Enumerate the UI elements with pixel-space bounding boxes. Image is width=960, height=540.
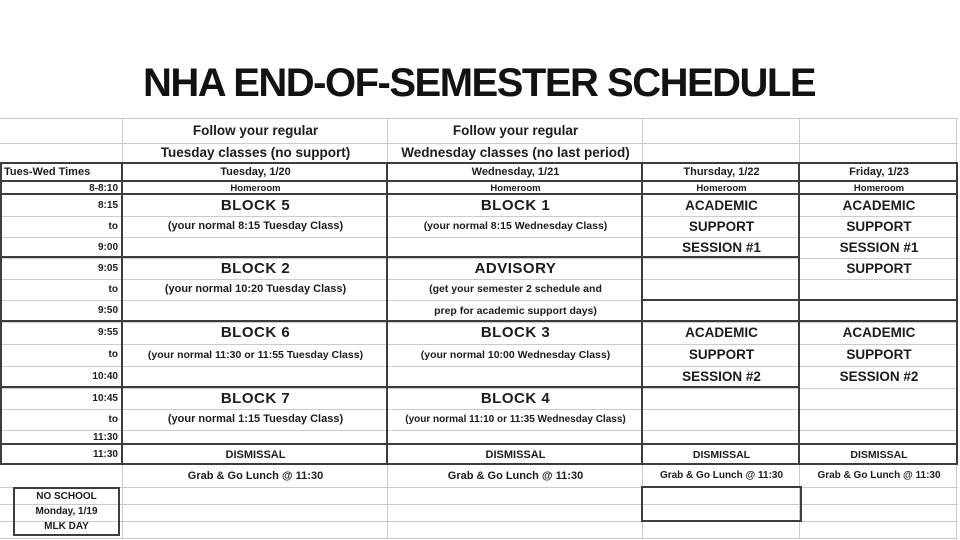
wednesday-day-header: Wednesday, 1/21 [471,166,560,178]
time-block1-end: 9:00 [97,242,118,253]
time-block3-end: 10:40 [92,371,118,382]
no-school-notice [13,487,120,536]
time-block2-to: to [108,284,118,295]
tuesday-block2-title: BLOCK 2 [220,260,291,277]
thursday-session1-line1: ACADEMIC [685,198,758,213]
tuesday-block4-desc: (your normal 1:15 Tuesday Class) [167,413,344,425]
time-block4-to: to [108,414,118,425]
time-dismissal: 11:30 [92,449,118,460]
friday-lunch: Grab & Go Lunch @ 11:30 [817,470,941,481]
wednesday-block3-desc: (your normal 10:00 Wednesday Class) [420,349,611,361]
friday-homeroom: Homeroom [853,183,905,194]
time-block1-to: to [108,221,118,232]
friday-dismissal: DISMISSAL [850,449,908,461]
wednesday-block2-desc-line1: (get your semester 2 schedule and [429,283,602,295]
friday-session1-line2: SUPPORT [846,219,912,234]
gridline-h [0,521,958,522]
time-block2-end: 9:50 [97,305,118,316]
thursday-session2-line3: SESSION #2 [682,369,761,384]
wednesday-note-line2: Wednesday classes (no last period) [401,145,630,160]
gridline-h [0,538,958,539]
wednesday-block1-title: BLOCK 1 [480,197,551,214]
thursday-session1-line2: SUPPORT [688,219,755,234]
wednesday-block4-title: BLOCK 4 [480,390,551,407]
tuesday-block1-title: BLOCK 5 [220,197,291,214]
thursday-day-header: Thursday, 1/22 [683,166,760,178]
tuesday-homeroom: Homeroom [230,183,281,194]
tuesday-block2-desc: (your normal 10:20 Tuesday Class) [164,283,347,295]
tuesday-note-line1: Follow your regular [192,123,319,138]
friday-day-header: Friday, 1/23 [849,166,909,178]
thursday-session2-line1: ACADEMIC [685,325,758,340]
time-block1-start: 8:15 [97,200,118,211]
wednesday-block2-desc-line2: prep for academic support days) [434,305,597,317]
time-homeroom: 8-8:10 [89,183,118,194]
wednesday-lunch: Grab & Go Lunch @ 11:30 [447,470,584,482]
tuesday-block1-desc: (your normal 8:15 Tuesday Class) [167,220,344,232]
time-block4-end: 11:30 [92,432,118,443]
tuesday-block3-title: BLOCK 6 [220,324,291,341]
gridline-h [0,430,958,431]
no-school-line2: Monday, 1/19 [35,506,98,517]
thursday-dismissal: DISMISSAL [692,449,751,461]
no-school-line3: MLK DAY [44,521,89,532]
wednesday-block2-title: ADVISORY [474,260,557,277]
time-block3-to: to [108,349,118,360]
tuesday-note-line2: Tuesday classes (no support) [160,145,351,160]
no-school-line1: NO SCHOOL [36,491,97,502]
thursday-empty-cell [641,486,802,522]
friday-session1-line1: ACADEMIC [842,198,916,213]
wednesday-note-line1: Follow your regular [452,123,579,138]
tuesday-day-header: Tuesday, 1/20 [220,166,291,178]
gridline-h [0,504,958,505]
tuesday-block4-title: BLOCK 7 [220,390,291,407]
page-title: NHA END-OF-SEMESTER SCHEDULE [142,61,816,105]
wednesday-dismissal: DISMISSAL [485,449,546,461]
thursday-session2-line2: SUPPORT [688,347,755,362]
thursday-homeroom: Homeroom [696,183,747,194]
wednesday-block4-desc: (your normal 11:10 or 11:35 Wednesday Class) [405,414,626,425]
gridline-h [0,487,958,488]
friday-session2-line3: SESSION #2 [839,369,919,384]
thursday-lunch: Grab & Go Lunch @ 11:30 [659,470,784,481]
thursday-session1-line3: SESSION #1 [682,240,761,255]
friday-session1-line3: SESSION #1 [839,240,919,255]
wednesday-block1-desc: (your normal 8:15 Wednesday Class) [423,220,608,232]
times-header: Tues-Wed Times [4,166,91,178]
time-block2-start: 9:05 [97,263,118,274]
friday-session2-line1: ACADEMIC [842,325,916,340]
time-block4-start: 10:45 [92,393,118,404]
tuesday-block3-desc: (your normal 11:30 or 11:55 Tuesday Class) [147,349,364,361]
border-line-h [643,299,958,301]
wednesday-block3-title: BLOCK 3 [480,324,551,341]
tuesday-dismissal: DISMISSAL [225,449,286,461]
friday-session2-line2: SUPPORT [846,347,912,362]
tuesday-lunch: Grab & Go Lunch @ 11:30 [187,470,324,482]
time-block3-start: 9:55 [97,327,118,338]
wednesday-homeroom: Homeroom [490,183,541,194]
friday-session1-line4: SUPPORT [846,261,912,276]
